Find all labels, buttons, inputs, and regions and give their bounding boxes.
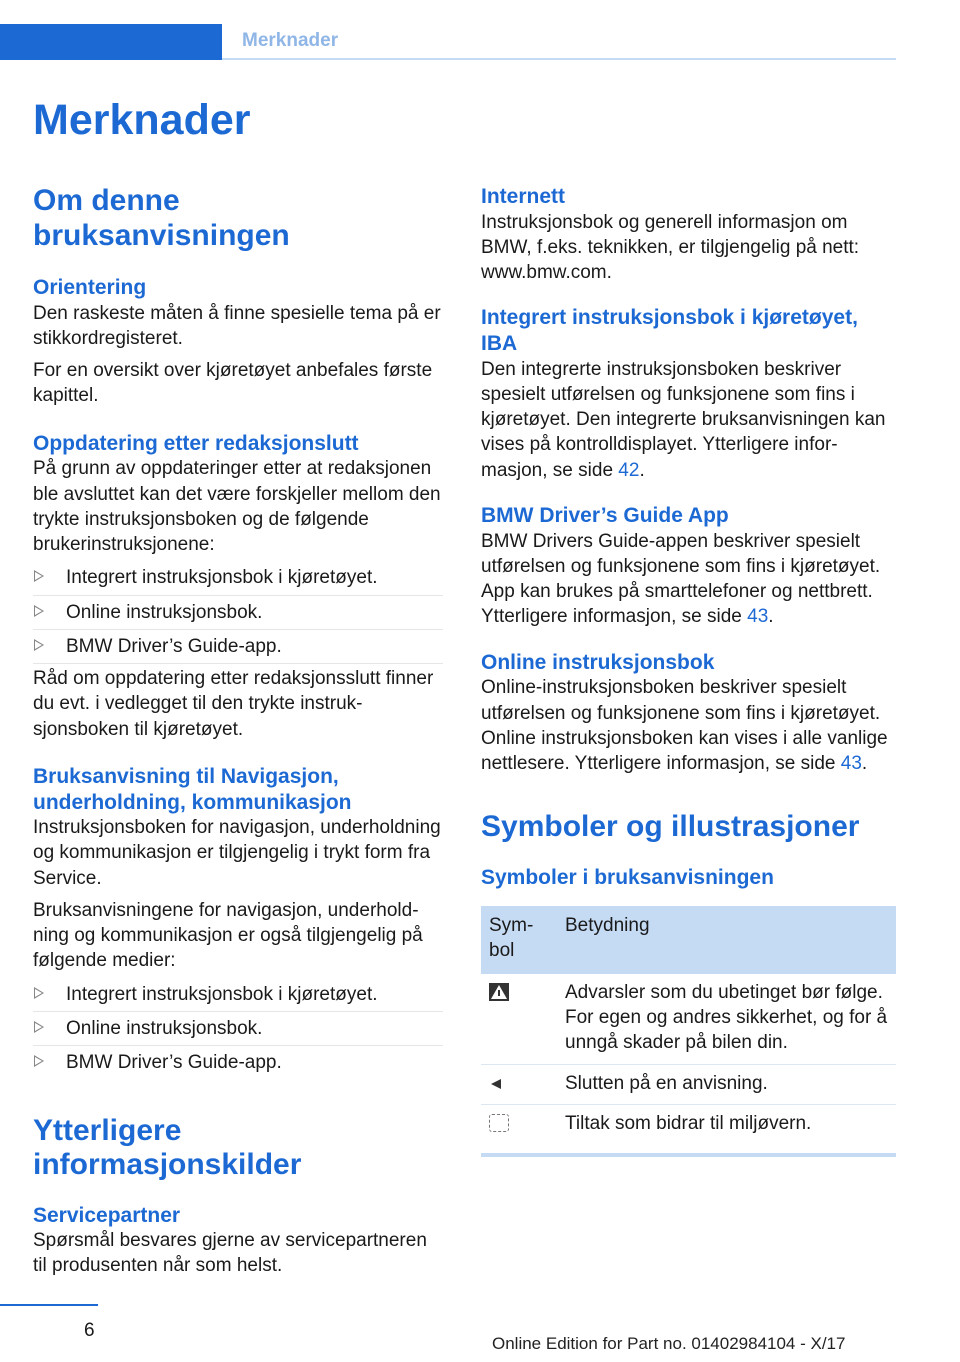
table-row: Advarsler som du ubetinget bør følge. For egen og andres sikkerhet, og for å unngå skader på bilen din. <box>481 974 896 1064</box>
page-link-42[interactable]: 42 <box>618 459 640 481</box>
list-item: Integrert instruksjonsbok i kjøretøyet. <box>33 561 443 595</box>
heading-symboler-sub: Symboler i bruksanvisningen <box>481 865 774 889</box>
page-link-43[interactable]: 43 <box>747 606 769 628</box>
list-item: Integrert instruksjonsbok i kjøretøyet. <box>33 978 443 1012</box>
iba-paragraph: Den integrerte instruksjonsboken beskriver spesielt utførelsen og funksjonene som fins i kjøretøyet. Den integrerte bruksanvisningen kan vises på kontrolldisplayet. Ytterligere informasjon, se side 42. <box>481 358 886 481</box>
heading-orientering: Orientering <box>33 276 147 299</box>
navigasjon-list <box>33 978 443 1080</box>
header-rule <box>222 58 896 60</box>
section-heading-symboler: Symboler og illustrasjoner <box>481 810 860 844</box>
section-heading-ytterligere: Ytterligere informasjonskilder <box>33 1113 302 1182</box>
heading-online: Online instruksjonsbok <box>481 650 715 674</box>
servicepartner-paragraph: Spørsmål besvares gjerne av servicepartneren til produsenten når som helst. <box>33 1230 427 1277</box>
triangle-bullet-icon <box>34 605 44 617</box>
heading-oppdatering: Oppdatering etter redaksjonslutt <box>33 431 359 455</box>
orientering-paragraph-2: For en oversikt over kjøretøyet anbefales første kapittel. <box>33 360 433 407</box>
column-header-symbol: Symbol <box>481 906 557 973</box>
page-number: 6 <box>84 1320 95 1341</box>
heading-internett: Internett <box>481 185 565 208</box>
app-paragraph: BMW Drivers Guide-appen beskriver spesielt utførelsen og funksjonene som fins i kjøretøyet. App kan brukes på smarttelefoner og nettbrett. Ytterligere informasjon, se side 43. <box>481 530 881 628</box>
footer-rule <box>0 1304 98 1306</box>
header-section-title: Merknader <box>242 30 339 51</box>
header-bar <box>0 24 222 60</box>
list-item: BMW Driver’s Guide-app. <box>33 630 443 664</box>
list-item: Online instruksjonsbok. <box>33 1012 443 1046</box>
chapter-title: Merknader <box>33 96 251 144</box>
heading-navigasjon: Bruksanvisning til Navigasjon, underholdning, kommunikasjon <box>33 764 352 814</box>
list-item: BMW Driver’s Guide-app. <box>33 1046 443 1079</box>
end-marker-icon <box>491 1079 501 1089</box>
section-heading-om-denne: Om denne bruksanvisningen <box>33 184 290 252</box>
table-row: Slutten på en anvisning. <box>481 1064 896 1104</box>
right-column <box>481 184 896 1157</box>
online-paragraph: Online-instruksjonsboken beskriver spesielt utførelsen og funksjonene som fins i kjøretøyet. Online instruksjonsboken kan vises i alle vanlige nettlesere. Ytterligere informasjon, se side 43. <box>481 677 888 775</box>
environment-icon <box>489 1114 509 1132</box>
orientering-paragraph-1: Den raskeste måten å finne spesielle tema på er stikkordregisteret. <box>33 302 441 349</box>
symbol-table <box>481 906 896 1157</box>
page-link-43[interactable]: 43 <box>840 753 862 775</box>
footer-edition: Online Edition for Part no. 01402984104 - X/17 <box>492 1334 846 1353</box>
triangle-bullet-icon <box>34 1021 44 1033</box>
oppdatering-paragraph-2: Råd om oppdatering etter redaksjonsslutt finner du evt. i vedlegget til den trykte instruksjonsboken til kjøretøyet. <box>33 668 434 740</box>
navigasjon-paragraph-1: Instruksjonsboken for navigasjon, underholdning og kommunikasjon er tilgjengelig i trykt form fra Service. <box>33 817 441 889</box>
heading-iba: Integrert instruksjonsbok i kjøretøyet, IBA <box>481 306 858 356</box>
navigasjon-paragraph-2: Bruksanvisningene for navigasjon, underholdning og kommunikasjon er også tilgjengelig på følgende medier: <box>33 899 423 972</box>
oppdatering-list <box>33 561 443 664</box>
heading-servicepartner: Servicepartner <box>33 1203 181 1227</box>
internett-paragraph: Instruksjonsbok og generell informasjon om BMW, f.eks. teknikken, er tilgjengelig på nett: www.bmw.com. <box>481 211 860 284</box>
warning-icon <box>489 983 509 1001</box>
left-column <box>33 184 443 1279</box>
triangle-bullet-icon <box>34 570 44 582</box>
column-header-meaning: Betydning <box>557 906 896 973</box>
table-row: Tiltak som bidrar til miljøvern. <box>481 1104 896 1155</box>
triangle-bullet-icon <box>34 1055 44 1067</box>
triangle-bullet-icon <box>34 639 44 651</box>
oppdatering-paragraph-1: På grunn av oppdateringer etter at redaksjonen ble avsluttet kan det være forskjeller mellom den trykte instruksjonsboken og de følgende brukerinstruksjonene: <box>33 458 441 556</box>
list-item: Online instruksjonsbok. <box>33 596 443 630</box>
heading-app: BMW Driver’s Guide App <box>481 503 729 527</box>
table-header-row <box>481 906 896 973</box>
triangle-bullet-icon <box>34 987 44 999</box>
